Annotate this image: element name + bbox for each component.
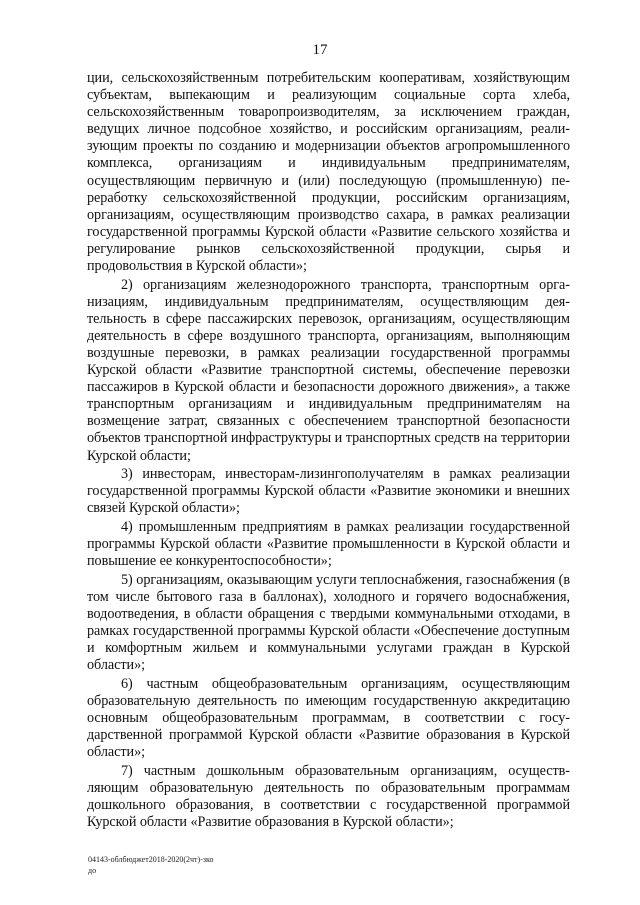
paragraph-item-4: 4) промышленным предприятиям в рамках реализации государственной программы Курской области «Развитие промышленности в Курской области и повышение ее конкурентоспособности»;	[87, 518, 570, 570]
footer-suffix: до	[88, 866, 97, 875]
paragraph-item-2: 2) организациям железнодорожного транспорта, транспортным организациям, индивидуальным предпринимателям, осуществляющим деятельность в сфере пассажирских перевозок, организациям, осуществляющим деятельность в сфере воздушного транспорта, организациям, выполняющим воздушные перевозки, в рамках реализации государственной программы Курской области «Развитие транспортной системы, обеспечение перевозки пассажиров в Курской области и безопасности дорожного движения», а также транспортным организациям и индивидуальным предпринимателям на возмещение затрат, связанных с обеспечением транспортной безопасности объектов транспортной инфраструктуры и транспортных средств на территории Курской области;	[87, 276, 570, 464]
paragraph-item-7: 7) частным дошкольным образовательным организациям, осуществляющим образовательную деятельность по образовательным программам дошкольного образования, в соответствии с государственной программой Курской области «Развитие образования в Курской области»;	[87, 762, 570, 831]
paragraph-continuation: ции, сельскохозяйственным потребительским кооперативам, хозяйствующим субъектам, выпекающим и реализующим социальные сорта хлеба, сельскохозяйственным товаропроизводителям, за исключением граждан, ведущих личное подсобное хозяйство, и российским организациям, реализующим проекты по созданию и модернизации объектов агропромышленного комплекса, организациям и индивидуальным предпринимателям, осуществляющим первичную и (или) последующую (промышленную) переработку сельскохозяйственной продукции, российским организациям, организациям, осуществляющим производство сахара, в рамках реализации государственной программы Курской области «Развитие сельского хозяйства и регулирование рынков сельскохозяйственной продукции, сырья и продовольствия в Курской области»;	[87, 70, 570, 275]
paragraph-item-5: 5) организациям, оказывающим услуги теплоснабжения, газоснабжения (в том числе бытового газа в баллонах), холодного и горячего водоснабжения, водоотведения, в области обращения с твердыми коммунальными отходами, в рамках государственной программы Курской области «Обеспечение доступным и комфортным жильем и коммунальными услугами граждан в Курской области»;	[87, 571, 570, 674]
paragraph-item-6: 6) частным общеобразовательным организациям, осуществляющим образовательную деятельность по имеющим государственную аккредитацию основным общеобразовательным программам, в соответствии с государственной программой Курской области «Развитие образования в Курской области»;	[87, 675, 570, 761]
paragraph-item-3: 3) инвесторам, инвесторам-лизингополучателям в рамках реализации государственной программы Курской области «Развитие экономики и внешних связей Курской области»;	[87, 466, 570, 517]
body-text	[87, 70, 570, 831]
footer-file-code: 04143-облбюджет2018-2020(2чт)-зко	[88, 855, 214, 864]
document-footer	[88, 854, 288, 876]
page-number: 17	[312, 42, 328, 58]
